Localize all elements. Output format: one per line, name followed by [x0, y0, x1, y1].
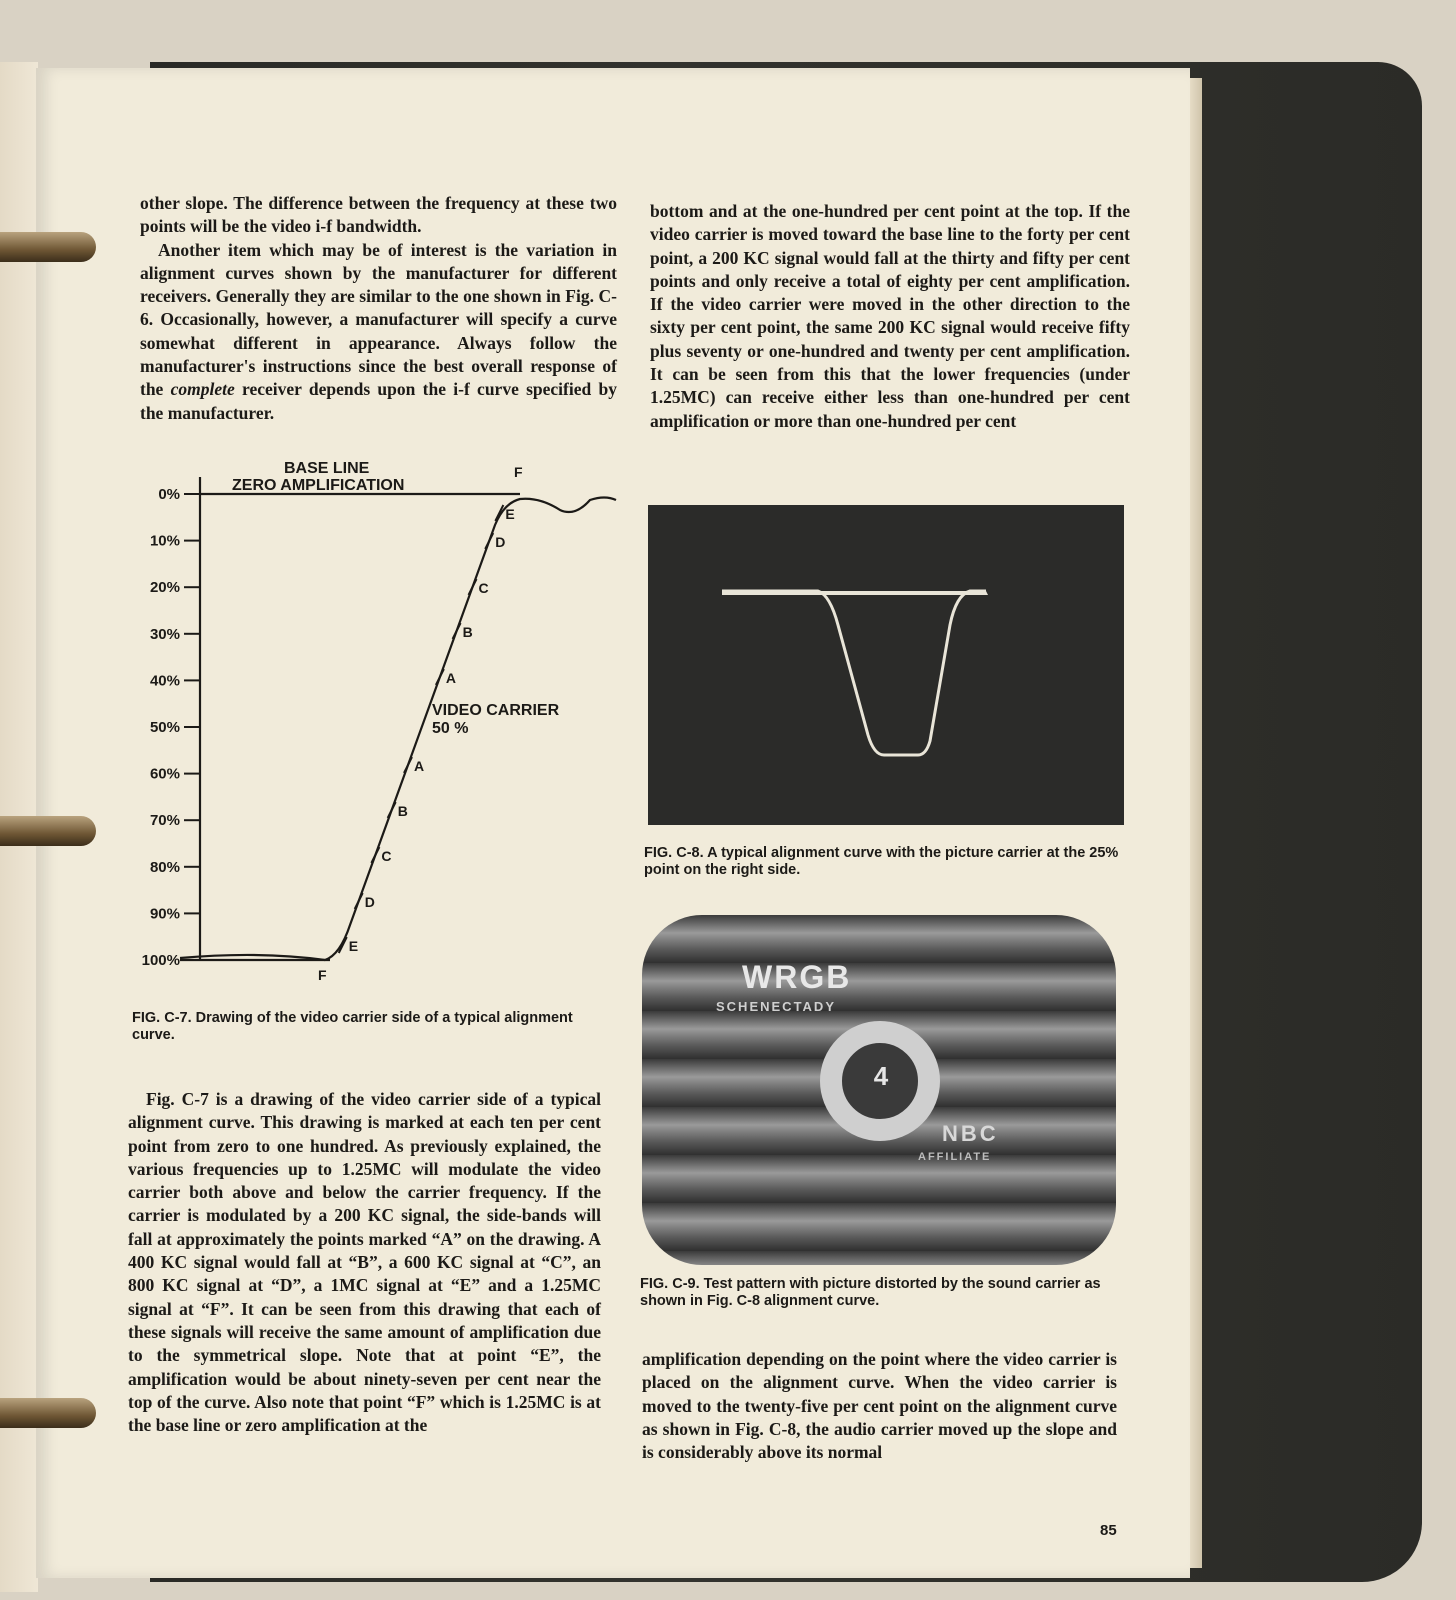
- fig-c7-alignment-drawing: [120, 455, 630, 995]
- network-name: NBC: [942, 1121, 999, 1146]
- curve-point-label: A: [414, 758, 425, 774]
- station-city: SCHENECTADY: [716, 999, 836, 1014]
- y-axis-tick-label: 40%: [149, 672, 180, 690]
- base-line-label: BASE LINE: [284, 460, 370, 477]
- page-stack-edge: [1190, 78, 1202, 1568]
- curve-point-marker: [453, 623, 461, 639]
- curve-point-marker: [355, 893, 363, 909]
- station-call-sign: WRGB: [742, 959, 852, 995]
- y-axis-tick-label: 80%: [149, 858, 180, 876]
- fig-c8-caption: FIG. C-8. A typical alignment curve with the picture carrier at the 25% point on the right side.: [644, 845, 1119, 878]
- curve-point-label: F: [318, 967, 327, 983]
- y-axis-tick-label: 70%: [149, 812, 180, 830]
- curve-point-label: F: [514, 464, 523, 480]
- left-paragraph-2: Another item which may be of interest is the variation in alignment curves shown by the manufacturer for different receivers. Generally they are similar to the one shown in Fig. C-6. Occasionally, however, a manufacturer will specify a curve somewhat different in appearance. Always follow the manufacturer's instructions since the best overall response of the complete receiver depends upon the i-f curve specified by the manufacturer.: [140, 239, 617, 423]
- fig-c9-caption: FIG. C-9. Test pattern with picture distorted by the sound carrier as shown in Fig. C-8 alignment curve.: [640, 1276, 1101, 1309]
- y-axis-tick-label: 20%: [149, 579, 180, 597]
- y-axis-tick-label: 60%: [149, 765, 180, 783]
- alignment-curve: [180, 498, 616, 961]
- page-number: 85: [1100, 1522, 1117, 1539]
- y-axis-tick-label: 10%: [149, 532, 180, 550]
- curve-point-label: E: [348, 938, 359, 954]
- right-column-bottom-text: [642, 1348, 1117, 1464]
- fig-c7-caption: FIG. C-7. Drawing of the video carrier side of a typical alignment curve.: [132, 1010, 573, 1043]
- curve-point-marker: [404, 757, 412, 773]
- fig-c9-test-pattern-photo: [642, 915, 1116, 1265]
- network-affiliate: AFFILIATE: [918, 1151, 992, 1163]
- fig-c8-trace: [648, 505, 1124, 825]
- channel-number: 4: [873, 1061, 889, 1091]
- curve-point-marker: [371, 847, 379, 863]
- curve-point-label: A: [445, 670, 457, 686]
- y-axis-tick-label: 50%: [149, 719, 180, 736]
- curve-point-label: D: [364, 894, 375, 910]
- binder-ring-middle: [0, 816, 96, 846]
- left-paragraph-1: other slope. The difference between the frequency at these two points will be the video i-f bandwidth.: [140, 193, 617, 237]
- curve-point-label: E: [505, 506, 515, 522]
- binder-ring-top: [0, 232, 96, 262]
- left-column-top-text: [140, 192, 617, 425]
- left-paragraph-3: Fig. C-7 is a drawing of the video carrier side of a typical alignment curve. This drawing is marked at each ten per cent point from zero to one hundred. As previously explained, the various frequencies up to 1.25MC will modulate the video carrier both above and below the carrier frequency. If the carrier is modulated by a 200 KC signal, the side-bands will fall at approximately the points marked “A” on the drawing. A 400 KC signal would fall at “B”, a 600 KC signal at “C”, an 800 KC signal at “D”, a 1MC signal at “E” and a 1.25MC signal at “F”. It can be seen from this drawing that each of these signals will receive the same amount of amplification due to the symmetrical slope. Note that at point “E”, the amplification would be about ninety-seven per cent near the top of the curve. Also note that point “F” which is 1.25MC is at the base line or zero amplification at the: [128, 1089, 601, 1436]
- y-axis-tick-label: 30%: [149, 625, 180, 643]
- curve-point-label: C: [381, 848, 392, 864]
- y-axis-tick-label: 100%: [141, 952, 180, 969]
- curve-point-label: D: [495, 534, 506, 550]
- binder-ring-bottom: [0, 1398, 96, 1428]
- curve-point-marker: [388, 802, 396, 818]
- y-axis-tick-label: 0%: [158, 486, 180, 503]
- fig-c8-oscilloscope-photo: [648, 505, 1124, 825]
- right-paragraph-2: amplification depending on the point where the video carrier is placed on the alignment curve. When the video carrier is moved to the twenty-five per cent point on the alignment curve as shown in Fig. C-8, the audio carrier moved up the slope and is considerably above its normal: [642, 1349, 1117, 1463]
- curve-point-label: C: [478, 580, 489, 596]
- y-axis-tick-label: 90%: [149, 905, 180, 923]
- right-column-top-text: [650, 200, 1130, 433]
- right-paragraph-1: bottom and at the one-hundred per cent point at the top. If the video carrier is moved toward the base line to the forty per cent point, a 200 KC signal would fall at the thirty and fifty per cent points and only receive a total of eighty per cent amplification. If the video carrier were moved in the other direction to the sixty per cent point, the same 200 KC signal would receive fifty plus seventy or one-hundred and twenty per cent amplification. It can be seen from this that the lower frequencies (under 1.25MC) can receive either less than one-hundred per cent amplification or more than one-hundred per cent: [650, 201, 1130, 431]
- curve-point-label: B: [462, 624, 473, 640]
- curve-point-label: B: [397, 803, 408, 819]
- left-column-bottom-text: [128, 1088, 601, 1437]
- zero-amplification-label: ZERO AMPLIFICATION: [232, 477, 405, 494]
- curve-point-marker: [485, 533, 493, 549]
- curve-point-marker: [469, 579, 477, 595]
- curve-point-marker: [436, 669, 444, 685]
- video-carrier-percent-label: 50 %: [432, 720, 469, 737]
- video-carrier-label: VIDEO CARRIER: [432, 702, 560, 719]
